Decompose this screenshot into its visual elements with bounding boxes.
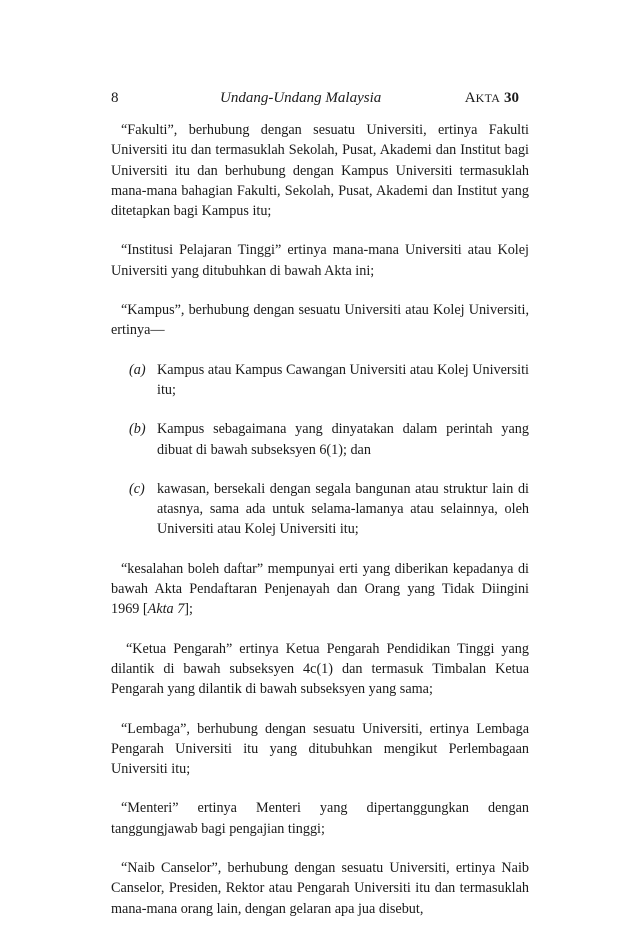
definition-kesalahan: [111, 559, 529, 620]
definition-naib-canselor: “Naib Canselor”, berhubung dengan sesuatu Universiti, ertinya Naib Canselor, Presiden, Rektor atau Pengarah Universiti itu dan termasuklah mana-mana orang lain, dengan gelaran apa jua disebut,: [111, 860, 529, 917]
kampus-item-a: [111, 360, 529, 401]
kampus-item-b: [111, 419, 529, 460]
kampus-item-c: [111, 479, 529, 540]
item-label: (c): [129, 480, 145, 497]
document-page: [111, 88, 529, 938]
definition-menteri: “Menteri” ertinya Menteri yang dipertanggungkan dengan tanggungjawab bagi pengajian tinggi;: [111, 800, 529, 837]
kesalahan-text: “kesalahan boleh daftar” mempunyai erti yang diberikan kepadanya di bawah Akta Pendaftaran Penjenayah dan Orang yang Tidak Diingini 1969 [: [111, 560, 529, 618]
kesalahan-text-end: ];: [184, 601, 193, 618]
definition-institusi: “Institusi Pelajaran Tinggi” ertinya mana-mana Universiti atau Kolej Universiti yang ditubuhkan di bawah Akta ini;: [111, 242, 529, 279]
kesalahan-act-ref: Akta 7: [147, 601, 185, 618]
document-body: [111, 120, 529, 919]
item-text: kawasan, bersekali dengan segala bangunan atau struktur lain di atasnya, sama ada untuk selama-lamanya atau selainnya, oleh Universiti atau Kolej Universiti itu;: [157, 480, 529, 538]
act-number: 30: [504, 90, 519, 106]
definition-ketua-pengarah: “Ketua Pengarah” ertinya Ketua Pengarah Pendidikan Tinggi yang dilantik di bawah subseksyen 4c(1) dan termasuk Timbalan Ketua Pengarah yang dilantik di bawah subseksyen yang sama;: [111, 640, 529, 698]
act-prefix-rest: KTA: [475, 91, 501, 105]
definition-fakulti: “Fakulti”, berhubung dengan sesuatu Universiti, ertinya Fakulti Universiti itu dan termasuklah Sekolah, Pusat, Akademi dan Institut bagi Universiti itu dan berhubung dengan Kampus Universiti termasuklah mana-mana bahagian Fakulti, Sekolah, Pusat, Akademi dan Institut yang ditetapkan bagi Kampus itu;: [111, 122, 529, 220]
item-label: (b): [129, 421, 146, 438]
item-label: (a): [129, 361, 146, 378]
page-number: 8: [111, 90, 119, 106]
running-title: Undang-Undang Malaysia: [220, 90, 382, 106]
act-reference: [465, 88, 519, 108]
definition-kampus: “Kampus”, berhubung dengan sesuatu Universiti atau Kolej Universiti, ertinya—: [111, 302, 529, 339]
page-header: [111, 88, 529, 110]
item-text: Kampus atau Kampus Cawangan Universiti atau Kolej Universiti itu;: [157, 361, 529, 398]
act-prefix-first: A: [464, 90, 476, 106]
definition-lembaga: “Lembaga”, berhubung dengan sesuatu Universiti, ertinya Lembaga Pengarah Universiti itu yang ditubuhkan mengikut Perlembagaan Universiti itu;: [111, 720, 529, 778]
item-text: Kampus sebagaimana yang dinyatakan dalam perintah yang dibuat di bawah subseksyen 6(1); dan: [157, 421, 529, 458]
